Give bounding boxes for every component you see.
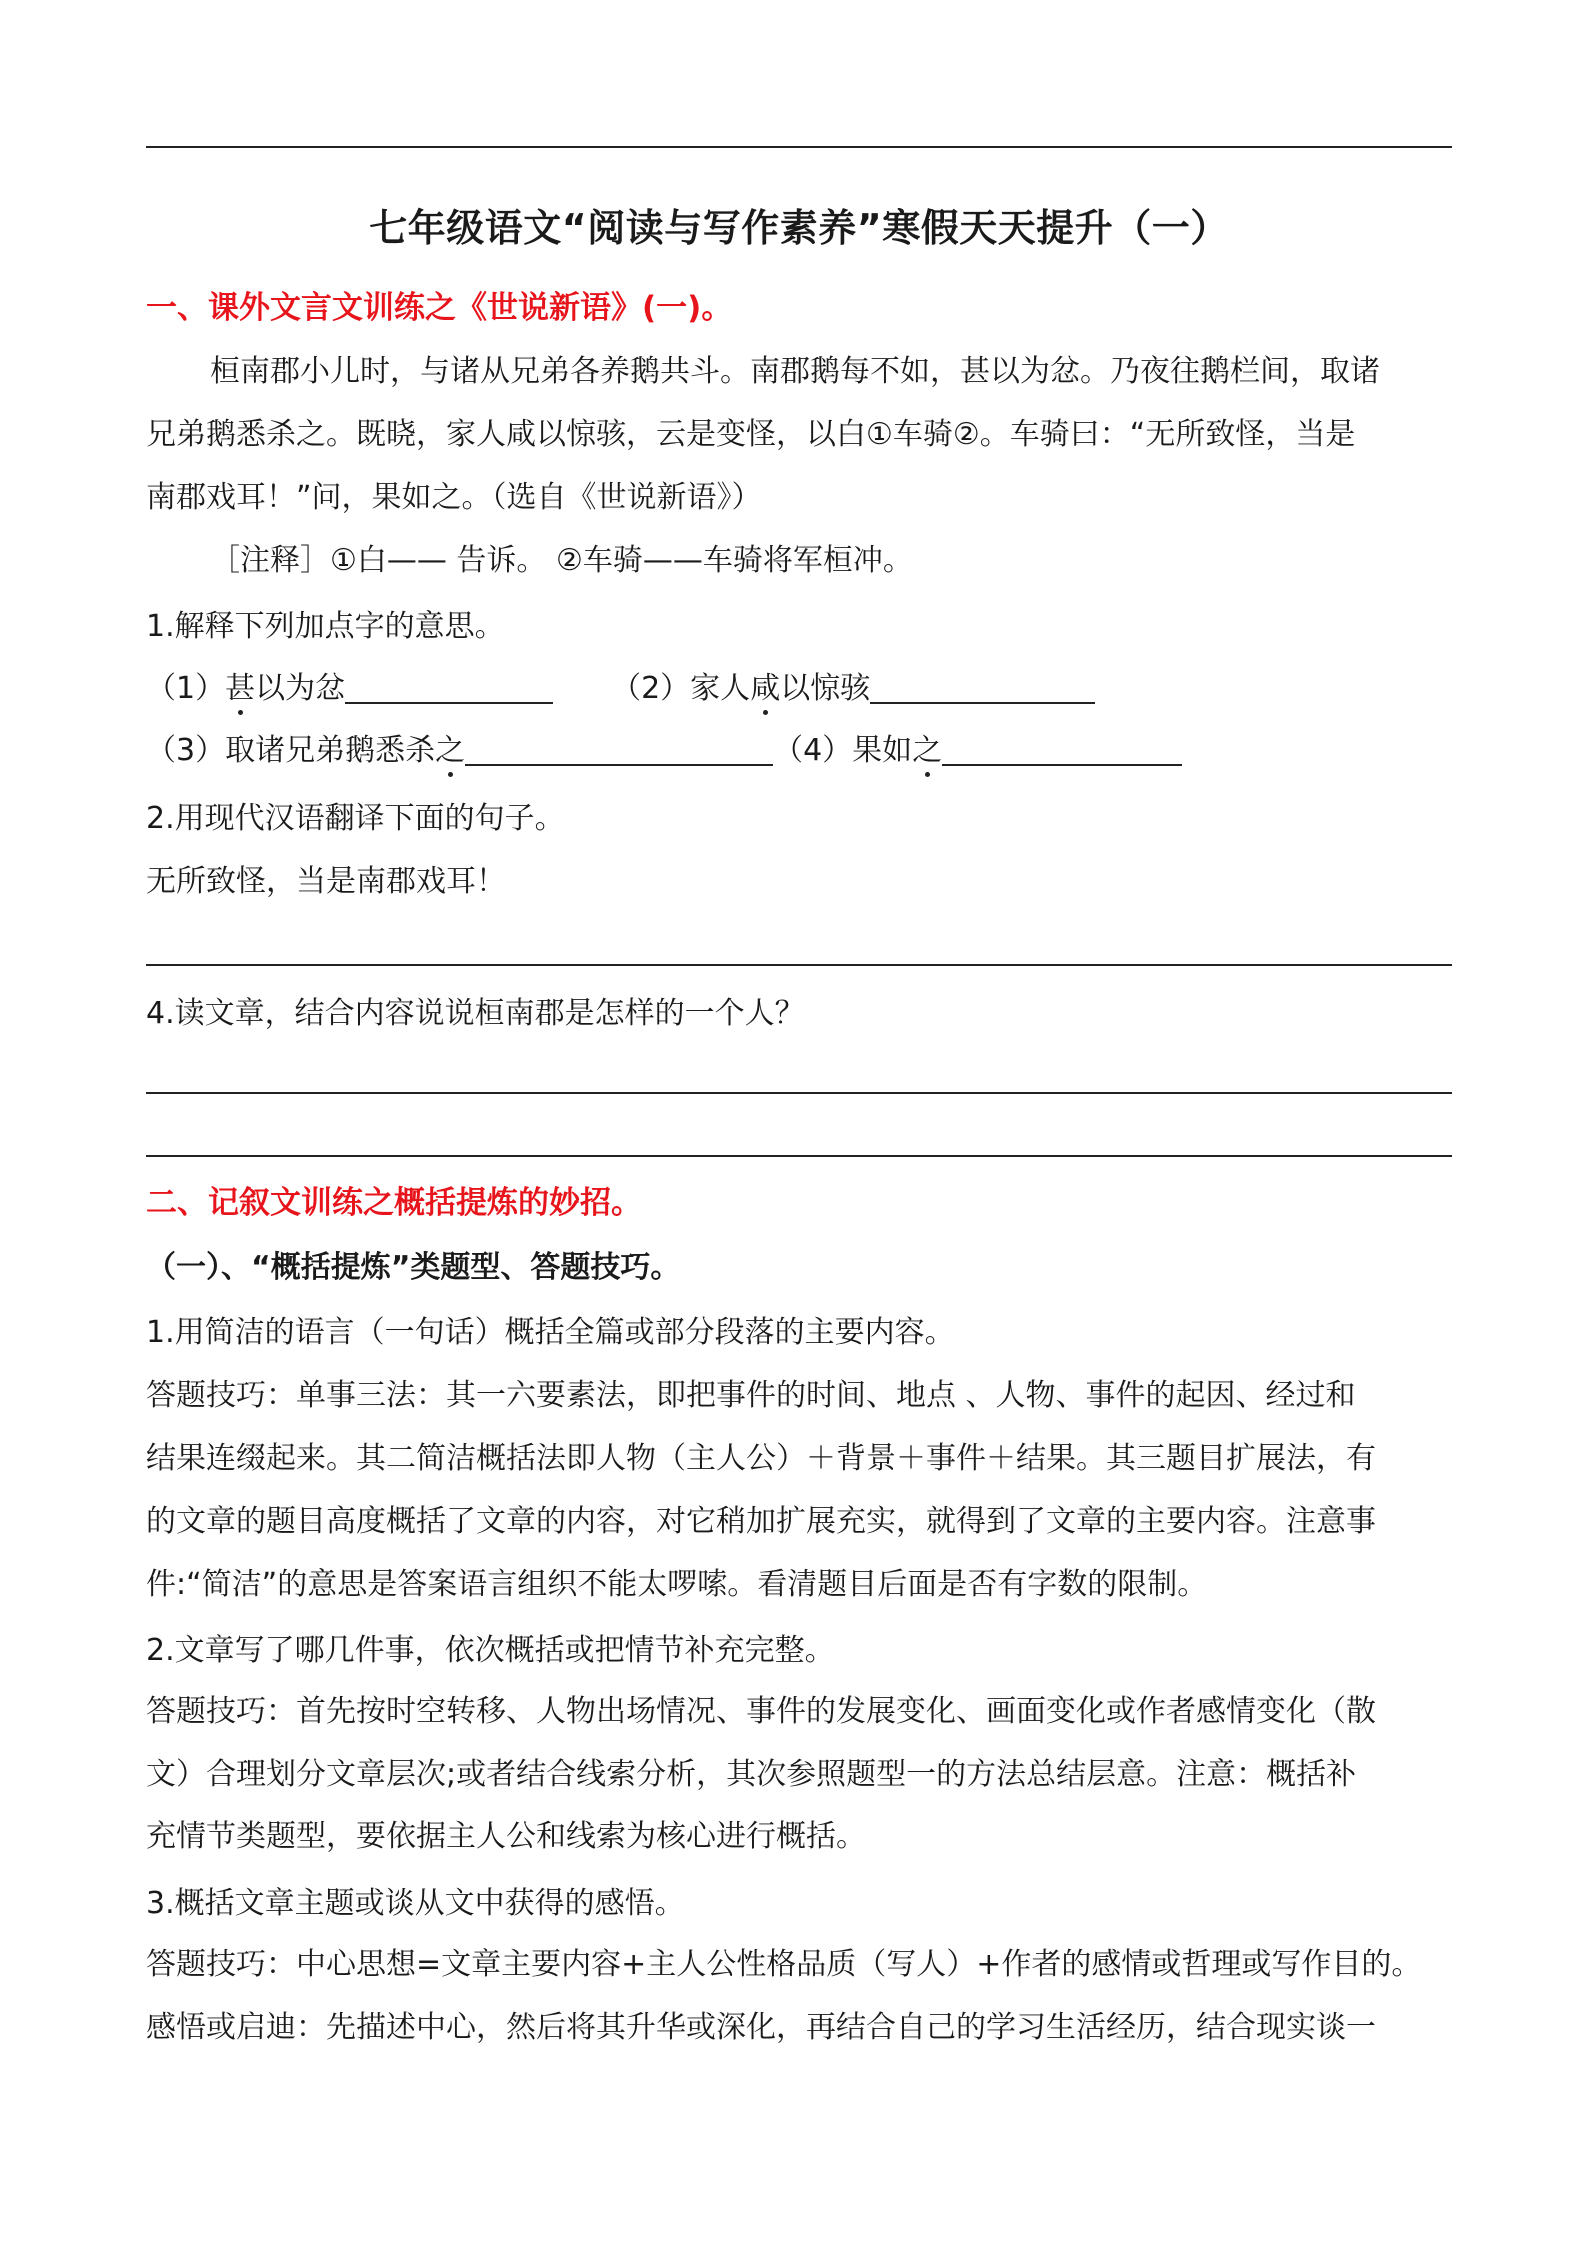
answer-blank-2[interactable] [870,672,1095,704]
answer-blank-3[interactable] [465,734,773,766]
q1-item4-prefix: （4）果如 [773,733,913,768]
q1-item1-suffix: 以为忿 [255,671,346,706]
question-1-row-1 [146,669,1095,709]
section2-line: 文）合理划分文章层次;或者结合线索分析，其次参照题型一的方法总结层意。注意：概括补 [146,1757,1357,1792]
annotation-note: ［注释］①白—— 告诉。 ②车骑——车骑将军桓冲。 [210,543,913,578]
answer-line-q2[interactable] [146,964,1452,966]
answer-line-q4-2[interactable] [146,1155,1452,1157]
section2-heading: 二、记叙文训练之概括提炼的妙招。 [146,1185,642,1221]
question-4-prompt: 4.读文章，结合内容说说桓南郡是怎样的一个人？ [146,996,805,1031]
section2-line: 感悟或启迪：先描述中心，然后将其升华或深化，再结合自己的学习生活经历，结合现实谈一 [146,2010,1376,2045]
q1-item2-suffix: 以惊骇 [780,671,871,706]
section2-line: 答题技巧：首先按时空转移、人物出场情况、事件的发展变化、画面变化或作者感情变化（散 [146,1694,1376,1729]
section2-subheading: （一）、“概括提炼”类题型、答题技巧。 [146,1250,681,1285]
question-1-prompt: 1.解释下列加点字的意思。 [146,609,505,644]
section2-line: 3.概括文章主题或谈从文中获得的感悟。 [146,1886,685,1921]
answer-blank-4[interactable] [942,734,1182,766]
question-2-prompt: 2.用现代汉语翻译下面的句子。 [146,801,565,836]
section2-line: 1.用简洁的语言（一句话）概括全篇或部分段落的主要内容。 [146,1315,955,1350]
document-page [146,0,1452,2245]
dotted-char: 之 [435,733,466,768]
passage-line-2: 兄弟鹅悉杀之。既晓，家人咸以惊骇，云是变怪，以白①车骑②。车骑曰：“无所致怪，当是 [146,417,1356,452]
header-rule [146,146,1452,148]
section2-line: 件:“简洁”的意思是答案语言组织不能太啰嗦。看清题目后面是否有字数的限制。 [146,1567,1208,1602]
q1-item1-prefix: （1） [146,671,226,706]
section2-line: 答题技巧：中心思想=文章主要内容+主人公性格品质（写人）+作者的感情或哲理或写作目的。 [146,1947,1422,1982]
q1-item2-prefix: （2）家人 [611,671,751,706]
page-title: 七年级语文“阅读与写作素养”寒假天天提升（一） [369,206,1229,250]
answer-blank-1[interactable] [345,672,553,704]
section1-heading: 一、课外文言文训练之《世说新语》(一)。 [146,290,733,326]
section2-line: 答题技巧：单事三法：其一六要素法，即把事件的时间、地点 、人物、事件的起因、经过和 [146,1378,1356,1413]
section2-line: 结果连缀起来。其二简洁概括法即人物（主人公）＋背景＋事件＋结果。其三题目扩展法，有 [146,1441,1376,1476]
passage-line-1: 桓南郡小儿时，与诸从兄弟各养鹅共斗。南郡鹅每不如，甚以为忿。乃夜往鹅栏间，取诸 [210,354,1380,389]
dotted-char: 咸 [750,671,781,706]
answer-line-q4-1[interactable] [146,1092,1452,1094]
question-1-row-2 [146,731,1182,771]
dotted-char: 甚 [225,671,256,706]
section2-line: 充情节类题型，要依据主人公和线索为核心进行概括。 [146,1819,866,1854]
passage-line-3: 南郡戏耳！”问，果如之。（选自《世说新语》） [146,480,762,515]
section2-line: 的文章的题目高度概括了文章的内容，对它稍加扩展充实，就得到了文章的主要内容。注意事 [146,1504,1376,1539]
q1-item3-prefix: （3）取诸兄弟鹅悉杀 [146,733,436,768]
section2-line: 2.文章写了哪几件事，依次概括或把情节补充完整。 [146,1633,835,1668]
dotted-char: 之 [912,733,943,768]
question-2-sentence: 无所致怪，当是南郡戏耳！ [146,864,506,899]
